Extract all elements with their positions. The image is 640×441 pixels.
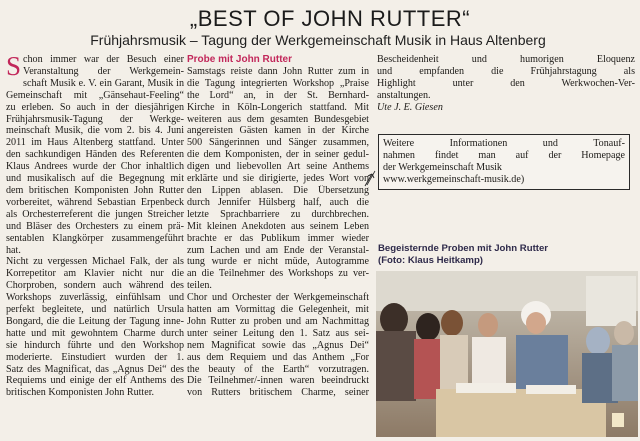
text-line: Samstags reiste dann John Rutter zum in xyxy=(187,65,369,77)
text-line: 2011 im Haus Altenberg stattfand. Unter xyxy=(6,137,184,149)
text-line: digen und liebevollen Art seine Anthems xyxy=(187,161,369,173)
section-heading: Probe mit John Rutter xyxy=(187,54,293,65)
text-line: moderierte. Einstudiert wurden der 1. xyxy=(6,351,184,363)
info-line: Weitere Informationen und Tonauf- xyxy=(383,138,625,149)
text-line: Klaus Andrees wurde der Chor inhaltlich xyxy=(6,161,184,173)
drop-cap: S xyxy=(6,51,22,81)
text-line: sentablen Klangkörper zusammengeführt xyxy=(6,232,184,244)
text-line: Veranstaltung der Werkgemein- xyxy=(23,65,184,77)
text-line: Nicht zu vergessen Michael Falk, der als xyxy=(6,256,184,268)
caption-credit: (Foto: Klaus Heitkamp) xyxy=(378,255,484,266)
text-line: Bongard, die die Leitung der Tagung inne- xyxy=(6,315,184,327)
text-line: Kirche in Köln-Longerich stattfand. Mit xyxy=(187,101,369,113)
text-line: vorbereitet, während Sebastian Erpenbeck xyxy=(6,196,184,208)
text-line: Korrepetitor am Klavier nicht nur die xyxy=(6,268,184,280)
text-line: Workshops zuverlässig, einfühlsam und xyxy=(6,292,184,304)
text-line: Chor und Orchester der Werkgemeinschaft xyxy=(187,292,369,304)
text-line: die dem Komponisten, der in seiner gedul- xyxy=(187,149,369,161)
article-title: „BEST OF JOHN RUTTER“ xyxy=(189,6,471,31)
text-line: hat. xyxy=(6,244,21,256)
text-line: Chorproben, sondern auch während des xyxy=(6,280,184,292)
text-line: schaft Musik e. V. ein Garant, Musik in xyxy=(23,77,184,89)
text-line: brachte er das Publikum immer wieder xyxy=(187,232,369,244)
text-line: den sachkundigen Händen des Referenten xyxy=(6,149,184,161)
text-line: von Rutters britischem Charme, seiner xyxy=(187,387,369,399)
article-column-1 xyxy=(6,51,184,399)
text-line: und Bläser des Orchesters zu einem prä- xyxy=(6,220,184,232)
author-signature: Ute J. E. Giesen xyxy=(377,101,443,113)
text-line: meinschaft Musik, die vom 2. bis 4. Juni xyxy=(6,125,184,137)
article-subtitle: Frühjahrsmusik – Tagung der Werkgemeinschaft Musik in Haus Altenberg xyxy=(90,32,546,48)
text-line: the beauty of the Earth“ vorzutragen. xyxy=(187,363,369,375)
text-line: britischen Komponisten John Rutter. xyxy=(6,387,155,399)
text-line: sie hindurch führte und den Workshop xyxy=(6,339,184,351)
text-line: hatte und mit gewohntem Charme durch xyxy=(6,327,184,339)
text-line: teilen. xyxy=(187,280,212,292)
text-line: 500 Sängerinnen und Sänger zusammen, xyxy=(187,137,369,149)
text-line: letzte Sprachbarriere zu durchbrechen. xyxy=(187,208,369,220)
text-line: perfekt begleitete, und natürlich Ursula xyxy=(6,304,184,316)
article-column-3 xyxy=(377,54,635,114)
text-line: zum Lachen und am Ende der Veranstal- xyxy=(187,244,369,256)
text-line: chon immer war der Besuch einer xyxy=(23,54,184,65)
text-line: die Tagung integrierten Workshop „Praise xyxy=(187,77,369,89)
text-line: dem britischen Komponisten John Rutter xyxy=(6,184,184,196)
pointer-arrow-icon xyxy=(363,168,381,188)
text-line: Die Teilnehmer/-innen waren beeindruckt xyxy=(187,375,369,387)
text-line: zu erleben. So auch in der diesjährigen xyxy=(6,101,184,113)
text-line: John Rutter zu proben und am Nachmittag xyxy=(187,315,369,327)
rehearsal-photo xyxy=(376,271,638,437)
text-line: Requiems und einige der elf Anthems des xyxy=(6,375,184,387)
info-link[interactable]: www.werkgemeinschaft-musik.de) xyxy=(383,173,525,185)
text-line: Frühjahrsmusik-Tagung der Werkge- xyxy=(6,113,184,125)
text-line: unter seiner Leitung den 1. Satz aus sei- xyxy=(187,327,369,339)
text-line: an die Teilnehmer des Workshops zu ver- xyxy=(187,268,369,280)
text-line: als Orchesterreferent die jungen Streicher xyxy=(6,208,184,220)
text-line: Highlight unter den Werkwochen-Ver- xyxy=(377,77,635,89)
article-column-2 xyxy=(187,54,369,399)
text-line: Gemeinschaft mit „Gänsehaut-Feeling“ xyxy=(6,89,184,101)
info-box xyxy=(378,134,630,190)
text-line: Bescheidenheit und humorigen Eloquenz xyxy=(377,54,635,65)
text-line: durch Jennifer Hülsberg half, auch die xyxy=(187,196,369,208)
info-line: nahmen findet man auf der Homepage xyxy=(383,149,625,161)
text-line: weiteren aus dem gesamten Bundesgebiet xyxy=(187,113,369,125)
text-line: den Lippen ablasen. Die Übersetzung xyxy=(187,184,369,196)
text-line: aus dem Requiem und das Anthem „For xyxy=(187,351,369,363)
text-line: anstaltungen. xyxy=(377,89,431,101)
text-line: the Lord“ an, in der St. Bernhard- xyxy=(187,89,369,101)
text-line: Mit kleinen Anekdoten aus seinem Leben xyxy=(187,220,369,232)
text-line: erklärte und sie dirigierte, jedes Wort von xyxy=(187,173,369,185)
text-line: Satz des Magnificat, das „Agnus Dei“ des xyxy=(6,363,184,375)
text-line: hatten am Vormittag die Gelegenheit, mit xyxy=(187,304,369,316)
text-line: nem Magnificat sowie das „Agnus Dei“ xyxy=(187,339,369,351)
photo-illustration xyxy=(376,271,638,437)
text-line: tung wurde er nicht müde, Autogramme xyxy=(187,256,369,268)
text-line: und musikalisch auf die Begegnung mit xyxy=(6,173,184,185)
caption-line: Begeisternde Proben mit John Rutter xyxy=(378,243,549,254)
photo-caption xyxy=(378,243,630,267)
info-line: der Werkgemeinschaft Musik xyxy=(383,161,502,173)
text-line: angereisten Gästen kamen in der Kirche xyxy=(187,125,369,137)
text-line: und empfanden die Frühjahrstagung als xyxy=(377,65,635,77)
